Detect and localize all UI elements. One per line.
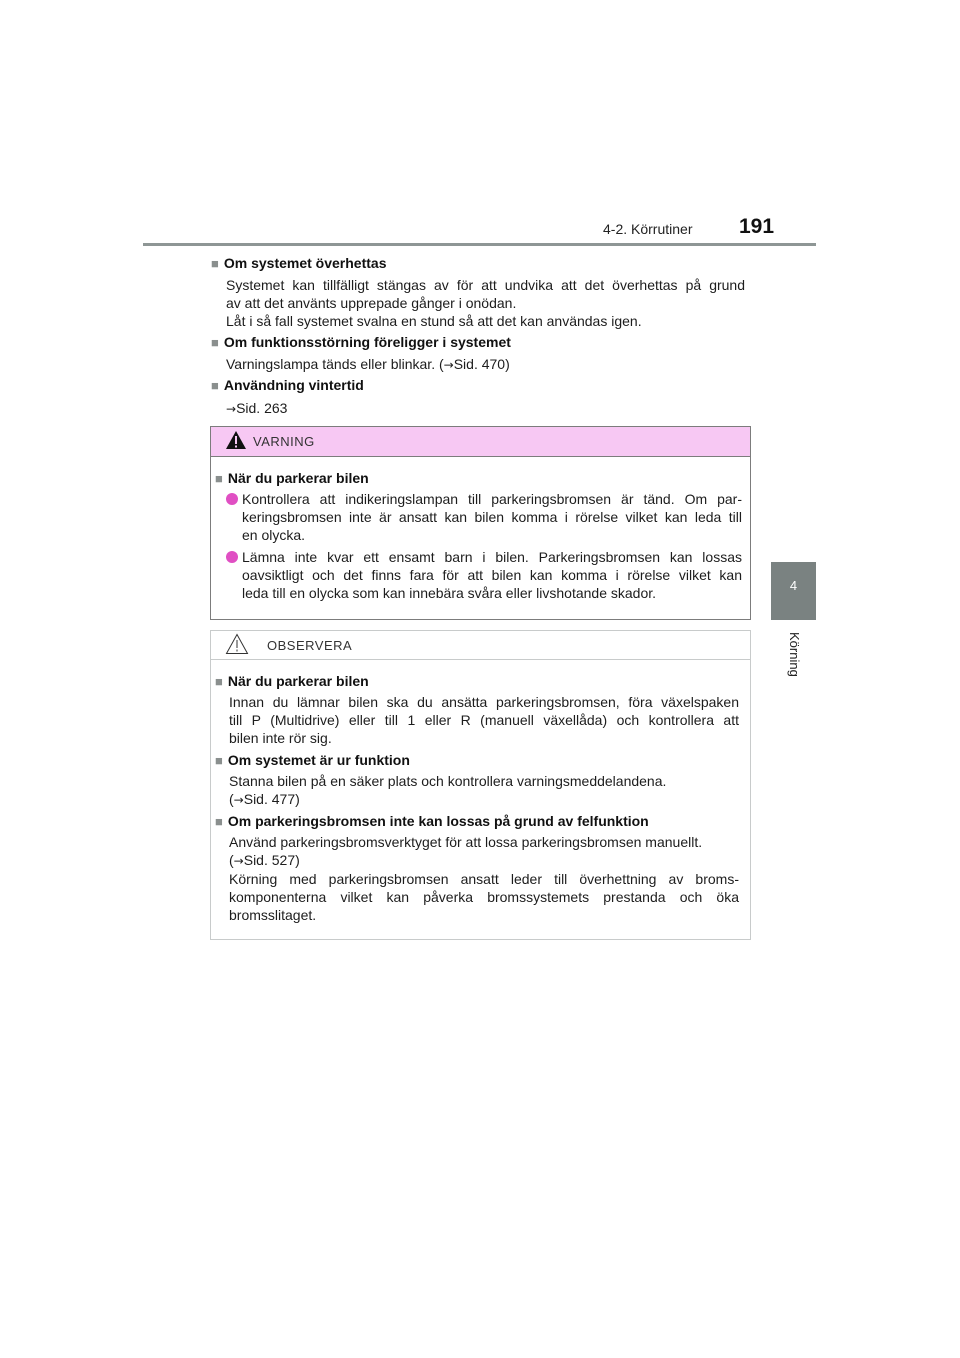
section-body <box>226 355 510 374</box>
body-line: Stanna bilen på en säker plats och kontrollera varningsmeddelandena. <box>229 773 667 789</box>
warning-heading-text: När du parkerar bilen <box>227 470 369 486</box>
chapter-tab-label-text: Körning <box>787 632 802 677</box>
chapter-tab-label <box>786 632 802 692</box>
section-heading-text: Användning vintertid <box>223 377 364 393</box>
page-reference-link[interactable]: Sid. 527) <box>243 852 300 868</box>
body-line: Körning med parkeringsbromsen ansatt leder till överhettning av broms- <box>229 871 739 887</box>
section-body <box>226 276 745 330</box>
square-bullet-icon: ■ <box>215 674 223 689</box>
square-bullet-icon: ■ <box>215 814 223 829</box>
page-number: 191 <box>739 215 775 238</box>
notice-heading-text: När du parkerar bilen <box>227 673 369 689</box>
body-line: en olycka. <box>242 527 306 543</box>
body-line: komponenterna vilket kan påverka bromssystemets prestanda och öka <box>229 889 739 905</box>
body-line: av att det använts upprepade gånger i onödan. <box>226 295 517 311</box>
notice-body <box>229 772 739 809</box>
warning-triangle-icon <box>225 430 247 450</box>
square-bullet-icon: ■ <box>211 378 219 393</box>
body-line: Systemet kan tillfälligt stängas av för att undvika att det överhettas på grund <box>226 277 745 293</box>
chapter-tab-number: 4 <box>789 578 798 593</box>
right-arrow-icon: → <box>233 854 244 868</box>
body-text: Varningslampa tänds eller blinkar. ( <box>226 356 444 372</box>
body-line: Lämna inte kvar ett ensamt barn i bilen. Parkeringsbromsen kan lossas <box>242 549 742 565</box>
page-reference-link[interactable]: Sid. 470) <box>453 356 510 372</box>
warning-label: VARNING <box>253 434 315 449</box>
section-heading <box>211 334 511 350</box>
body-line: Kontrollera att indikeringslampan till parkeringsbromsen är tänd. Om par- <box>242 491 742 507</box>
square-bullet-icon: ■ <box>211 256 219 271</box>
body-line: till P (Multidrive) eller till 1 eller R (manuell växellåda) och kontrollera att <box>229 712 739 728</box>
notice-body <box>229 693 739 747</box>
body-line: oavsiktligt och det finns fara för att bilen kan komma i rörelse vilket kan <box>242 567 742 583</box>
notice-label: OBSERVERA <box>267 638 353 653</box>
right-arrow-icon: → <box>226 402 237 416</box>
body-line: keringsbromsen inte är ansatt kan bilen komma i rörelse vilket kan leda till <box>242 509 742 525</box>
page-reference-link[interactable]: Sid. 263 <box>236 400 288 416</box>
section-heading-text: Om funktionsstörning föreligger i systemet <box>223 334 511 350</box>
notice-heading <box>215 752 410 768</box>
page-reference-link[interactable]: Sid. 477) <box>243 791 300 807</box>
section-heading <box>211 255 387 271</box>
notice-heading-text: Om systemet är ur funktion <box>227 752 410 768</box>
notice-heading-text: Om parkeringsbromsen inte kan lossas på grund av felfunktion <box>227 813 649 829</box>
body-line: (→Sid. 477) <box>229 791 300 807</box>
running-header-section: 4-2. Körrutiner <box>603 221 693 237</box>
notice-heading <box>215 673 369 689</box>
body-line: bilen inte rör sig. <box>229 730 332 746</box>
round-bullet-icon <box>226 493 238 505</box>
section-heading <box>211 377 364 393</box>
body-line: Innan du lämnar bilen ska du ansätta parkeringsbromsen, föra växelspaken <box>229 694 739 710</box>
right-arrow-icon: → <box>233 793 244 807</box>
section-body <box>226 399 287 418</box>
warning-bullet-text <box>242 548 742 602</box>
caution-triangle-outline-icon <box>225 633 249 655</box>
notice-heading <box>215 813 649 829</box>
body-line: bromsslitaget. <box>229 907 317 923</box>
warning-heading <box>215 470 369 486</box>
body-line: leda till en olycka som kan innebära svåra eller livshotande skador. <box>242 585 657 601</box>
body-line: (→Sid. 527) <box>229 852 300 868</box>
right-arrow-icon: → <box>443 358 454 372</box>
warning-bullet-text <box>242 490 742 544</box>
header-rule <box>143 243 816 246</box>
section-heading-text: Om systemet överhettas <box>223 255 387 271</box>
square-bullet-icon: ■ <box>211 335 219 350</box>
square-bullet-icon: ■ <box>215 471 223 486</box>
body-line: Låt i så fall systemet svalna en stund så att det kan användas igen. <box>226 313 642 329</box>
notice-body <box>229 833 739 924</box>
square-bullet-icon: ■ <box>215 753 223 768</box>
body-line: Använd parkeringsbromsverktyget för att lossa parkeringsbromsen manuellt. <box>229 834 703 850</box>
round-bullet-icon <box>226 551 238 563</box>
